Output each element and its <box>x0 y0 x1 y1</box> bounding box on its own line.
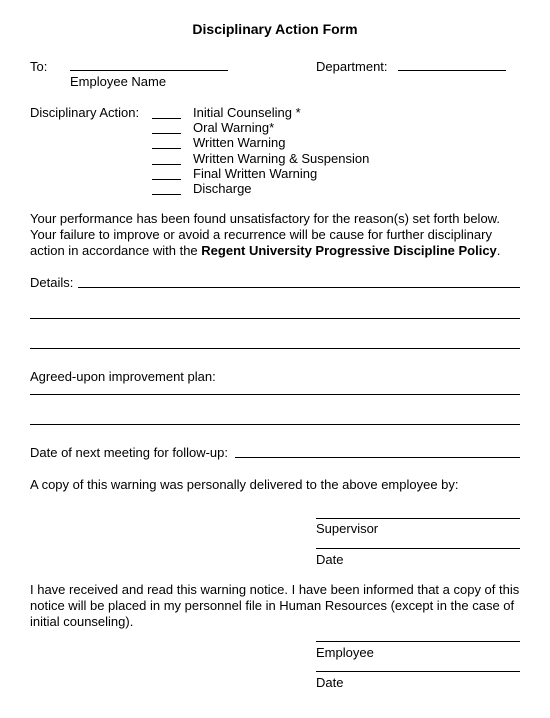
employee-date-line[interactable] <box>316 671 520 672</box>
details-line-1[interactable] <box>78 287 520 288</box>
delivered-text: A copy of this warning was personally delivered to the above employee by: <box>30 477 459 492</box>
department-line[interactable] <box>398 70 506 71</box>
action-checkbox-written-warning-suspension[interactable] <box>152 164 181 165</box>
policy-name: Regent University Progressive Discipline Policy <box>201 243 497 258</box>
employee-name-line[interactable] <box>70 70 228 71</box>
department-label: Department: <box>316 59 388 74</box>
improvement-plan-label: Agreed-upon improvement plan: <box>30 369 216 384</box>
action-option-label: Written Warning <box>193 135 286 150</box>
acknowledgement-paragraph: I have received and read this warning notice. I have been informed that a copy of this notice will be placed in my personnel file in Human Resources (except in the case of initial counseling). <box>30 582 520 629</box>
action-checkbox-written-warning[interactable] <box>152 148 181 149</box>
details-line-2[interactable] <box>30 318 520 319</box>
employee-name-caption: Employee Name <box>70 74 167 89</box>
follow-up-label: Date of next meeting for follow-up: <box>30 445 228 460</box>
action-checkbox-final-written-warning[interactable] <box>152 179 181 180</box>
intro-paragraph <box>30 211 522 259</box>
intro-end: . <box>496 243 501 258</box>
employee-caption: Employee <box>316 645 374 660</box>
supervisor-date-line[interactable] <box>316 548 520 549</box>
action-checkbox-discharge[interactable] <box>152 194 181 195</box>
details-label: Details: <box>30 275 74 290</box>
to-label: To: <box>30 59 48 74</box>
action-checkbox-initial-counseling[interactable] <box>152 118 181 119</box>
date-caption: Date <box>316 675 344 690</box>
improvement-plan-line-2[interactable] <box>30 424 520 425</box>
action-option-label: Written Warning & Suspension <box>193 151 370 166</box>
supervisor-caption: Supervisor <box>316 521 379 536</box>
action-option-label: Final Written Warning <box>193 166 318 181</box>
action-option-label: Oral Warning* <box>193 120 275 135</box>
details-line-3[interactable] <box>30 348 520 349</box>
date-caption: Date <box>316 552 344 567</box>
action-option-label: Initial Counseling * <box>193 105 301 120</box>
supervisor-signature-line[interactable] <box>316 518 520 519</box>
intro-text: Your performance has been found unsatisfactory for the reason(s) set forth below. Your failure to improve or avoid a recurrence will be cause for further disciplinary action in accordance with the <box>30 211 500 258</box>
improvement-plan-line-1[interactable] <box>30 394 520 395</box>
form-title: Disciplinary Action Form <box>192 21 358 37</box>
action-checkbox-oral-warning[interactable] <box>152 133 181 134</box>
disciplinary-action-label: Disciplinary Action: <box>30 105 140 120</box>
follow-up-date-line[interactable] <box>235 457 520 458</box>
action-option-label: Discharge <box>193 181 252 196</box>
employee-signature-line[interactable] <box>316 641 520 642</box>
